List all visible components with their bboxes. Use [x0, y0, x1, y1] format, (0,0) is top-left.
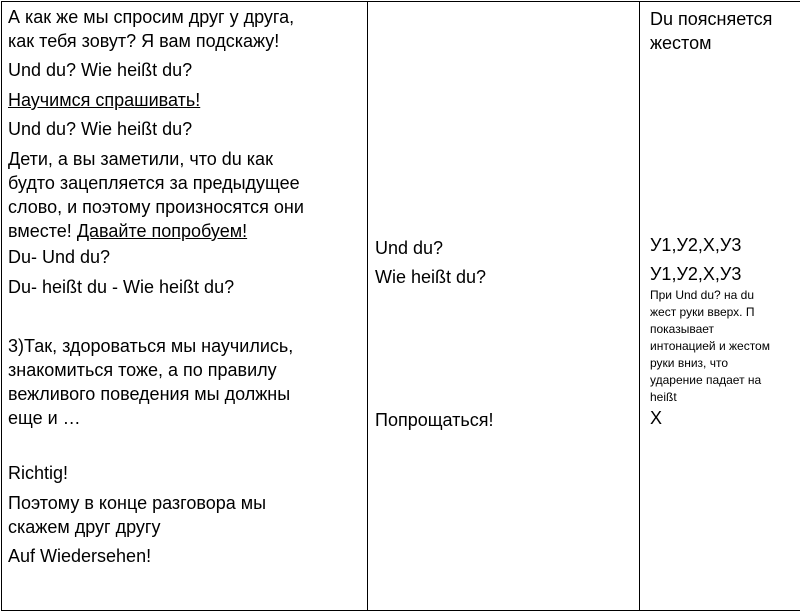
notes-small-line: ударение падает на: [650, 372, 797, 389]
teacher-activity-cell: [2, 2, 368, 611]
teacher-line: знакомиться тоже, а по правилу: [8, 359, 363, 381]
teacher-line-part: вместе!: [8, 221, 77, 241]
pupils-line: Wie heißt du?: [375, 266, 635, 288]
teacher-line-underlined: Давайте попробуем!: [77, 221, 247, 241]
notes-small-line: интонацией и жестом: [650, 338, 797, 355]
notes-line: У1,У2,Х,У3: [650, 234, 797, 256]
lesson-plan-table: [1, 1, 800, 611]
teacher-line: Und du? Wie heißt du?: [8, 118, 363, 140]
notes-line: У1,У2,Х,У3: [650, 263, 797, 285]
notes-small-line: показывает: [650, 321, 797, 338]
teacher-line: скажем друг другу: [8, 516, 363, 538]
teacher-line: еще и …: [8, 407, 363, 429]
teacher-line: [8, 220, 363, 242]
teacher-line: вежливого поведения мы должны: [8, 383, 363, 405]
teacher-line: как тебя зовут? Я вам подскажу!: [8, 30, 363, 52]
pupils-activity-cell: [368, 2, 640, 611]
teacher-line: будто зацепляется за предыдущее: [8, 172, 363, 194]
teacher-line: Und du? Wie heißt du?: [8, 59, 363, 81]
teacher-line: Auf Wiedersehen!: [8, 545, 363, 567]
teacher-line: Научимся спрашивать!: [8, 89, 363, 111]
notes-small-line: heißt: [650, 389, 797, 406]
teacher-line: 3)Так, здороваться мы научились,: [8, 335, 363, 357]
teacher-line: Du- heißt du - Wie heißt du?: [8, 276, 363, 298]
teacher-line: Дети, а вы заметили, что du как: [8, 148, 363, 170]
notes-line: Х: [650, 407, 797, 429]
teacher-line: Richtig!: [8, 462, 363, 484]
pupils-line: Und du?: [375, 237, 635, 259]
notes-line: жестом: [650, 32, 797, 54]
notes-line: Du поясняется: [650, 8, 797, 30]
notes-cell: [640, 2, 800, 611]
notes-small-line: При Und du? на du: [650, 287, 797, 304]
pupils-line: Попрощаться!: [375, 409, 635, 431]
table-row: [2, 2, 800, 611]
notes-small-line: жест руки вверх. П: [650, 304, 797, 321]
teacher-line: слово, и поэтому произносятся они: [8, 196, 363, 218]
notes-small-line: руки вниз, что: [650, 355, 797, 372]
teacher-line: Поэтому в конце разговора мы: [8, 492, 363, 514]
teacher-line: А как же мы спросим друг у друга,: [8, 6, 363, 28]
teacher-line: Du- Und du?: [8, 246, 363, 268]
